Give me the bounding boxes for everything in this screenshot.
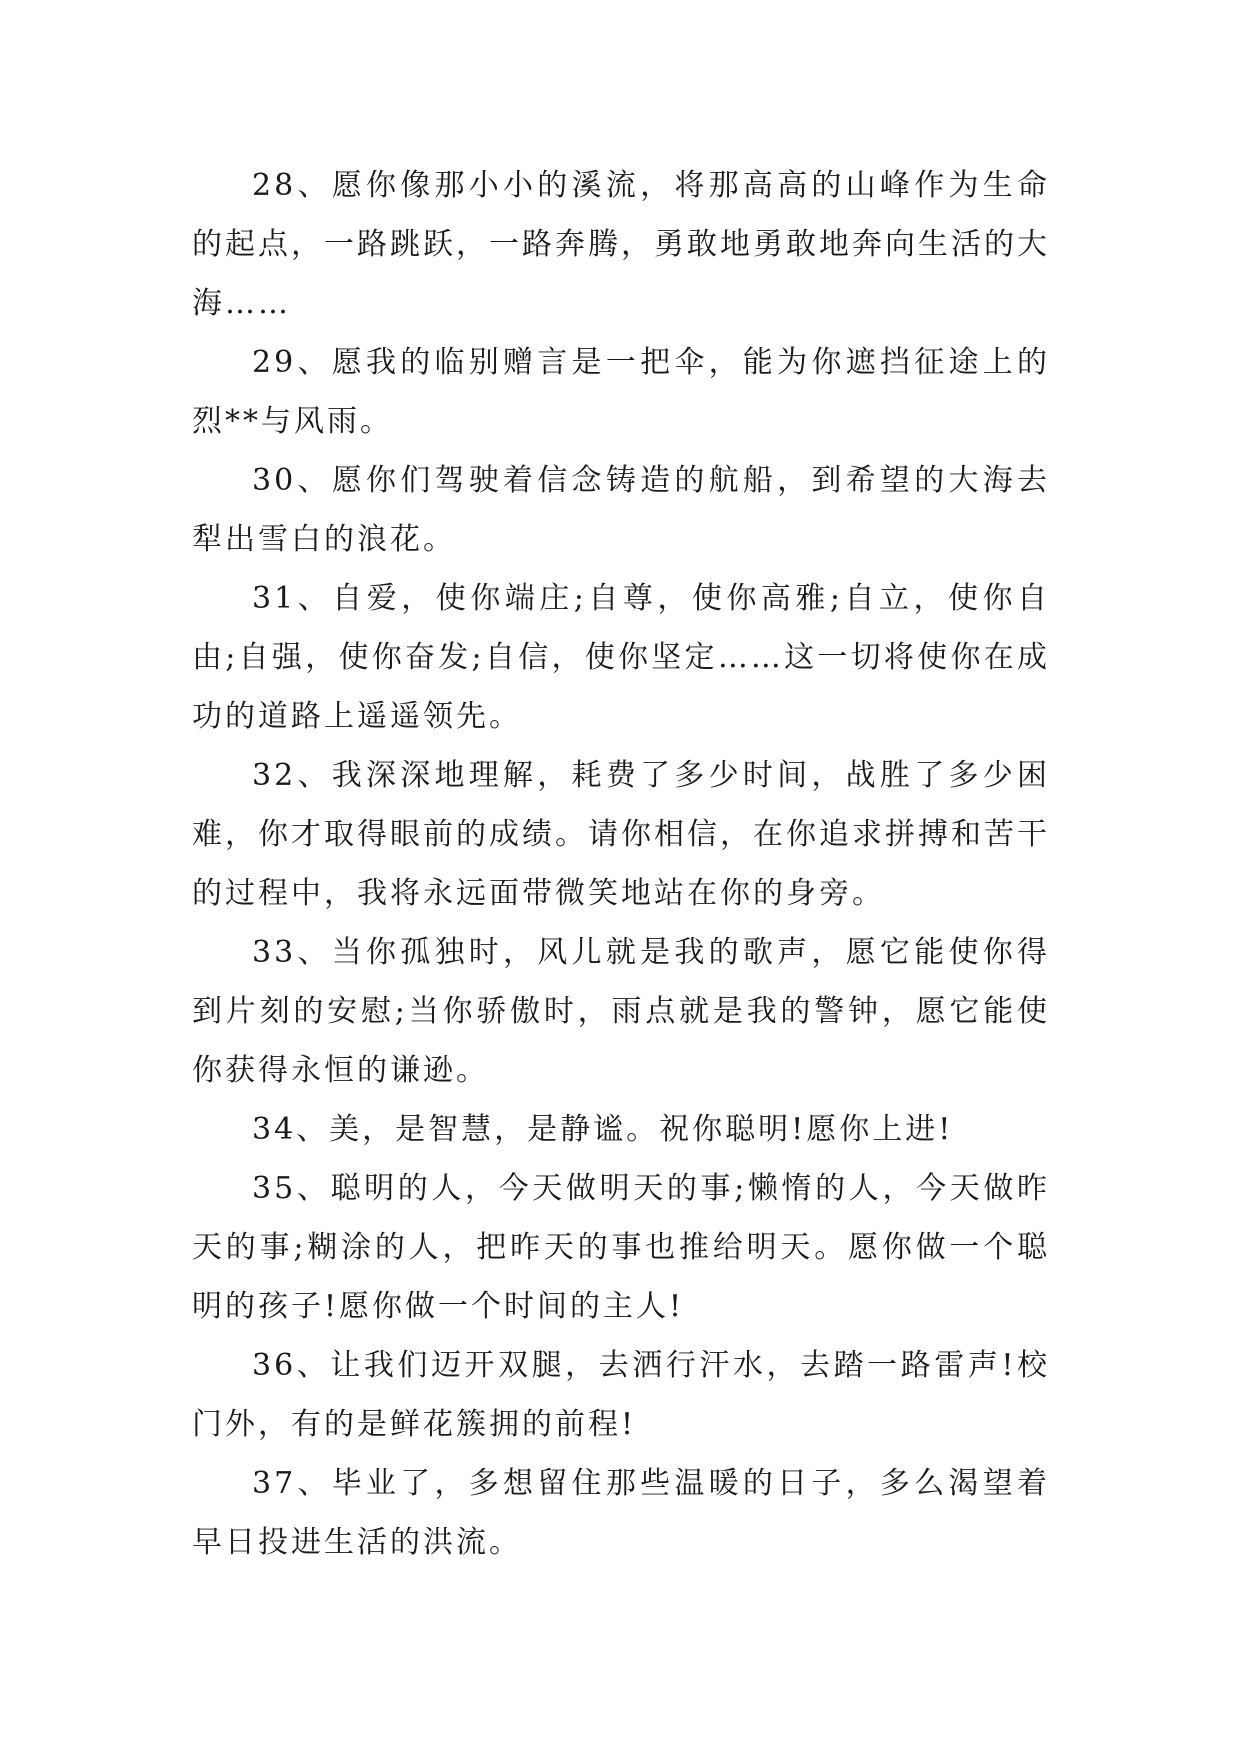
paragraph-34: 34、美，是智慧，是静谧。祝你聪明!愿你上进! [252,1112,954,1147]
paragraph-37: 37、毕业了，多想留住那些温暖的日子，多么渴望着早日投进生活的洪流。 [192,1466,1050,1560]
paragraph-35: 35、聪明的人，今天做明天的事;懒惰的人，今天做昨天的事;糊涂的人，把昨天的事也推给明天。愿你做一个聪明的孩子!愿你做一个时间的主人! [192,1171,1050,1324]
paragraph-30: 30、愿你们驾驶着信念铸造的航船，到希望的大海去犁出雪白的浪花。 [192,463,1050,557]
paragraph-36: 36、让我们迈开双腿，去洒行汗水，去踏一路雷声!校门外，有的是鲜花簇拥的前程! [192,1348,1050,1442]
paragraph-31: 31、自爱，使你端庄;自尊，使你高雅;自立，使你自由;自强，使你奋发;自信，使你坚定……这一切将使你在成功的道路上遥遥领先。 [192,581,1050,734]
document-body [192,156,1050,1572]
paragraph-29: 29、愿我的临别赠言是一把伞，能为你遮挡征途上的烈**与风雨。 [192,345,1050,439]
paragraph-33: 33、当你孤独时，风儿就是我的歌声，愿它能使你得到片刻的安慰;当你骄傲时，雨点就是我的警钟，愿它能使你获得永恒的谦逊。 [192,935,1050,1088]
paragraph-32: 32、我深深地理解，耗费了多少时间，战胜了多少困难，你才取得眼前的成绩。请你相信，在你追求拼搏和苦干的过程中，我将永远面带微笑地站在你的身旁。 [192,758,1050,911]
paragraph-28: 28、愿你像那小小的溪流，将那高高的山峰作为生命的起点，一路跳跃，一路奔腾，勇敢地勇敢地奔向生活的大海…… [192,168,1050,321]
